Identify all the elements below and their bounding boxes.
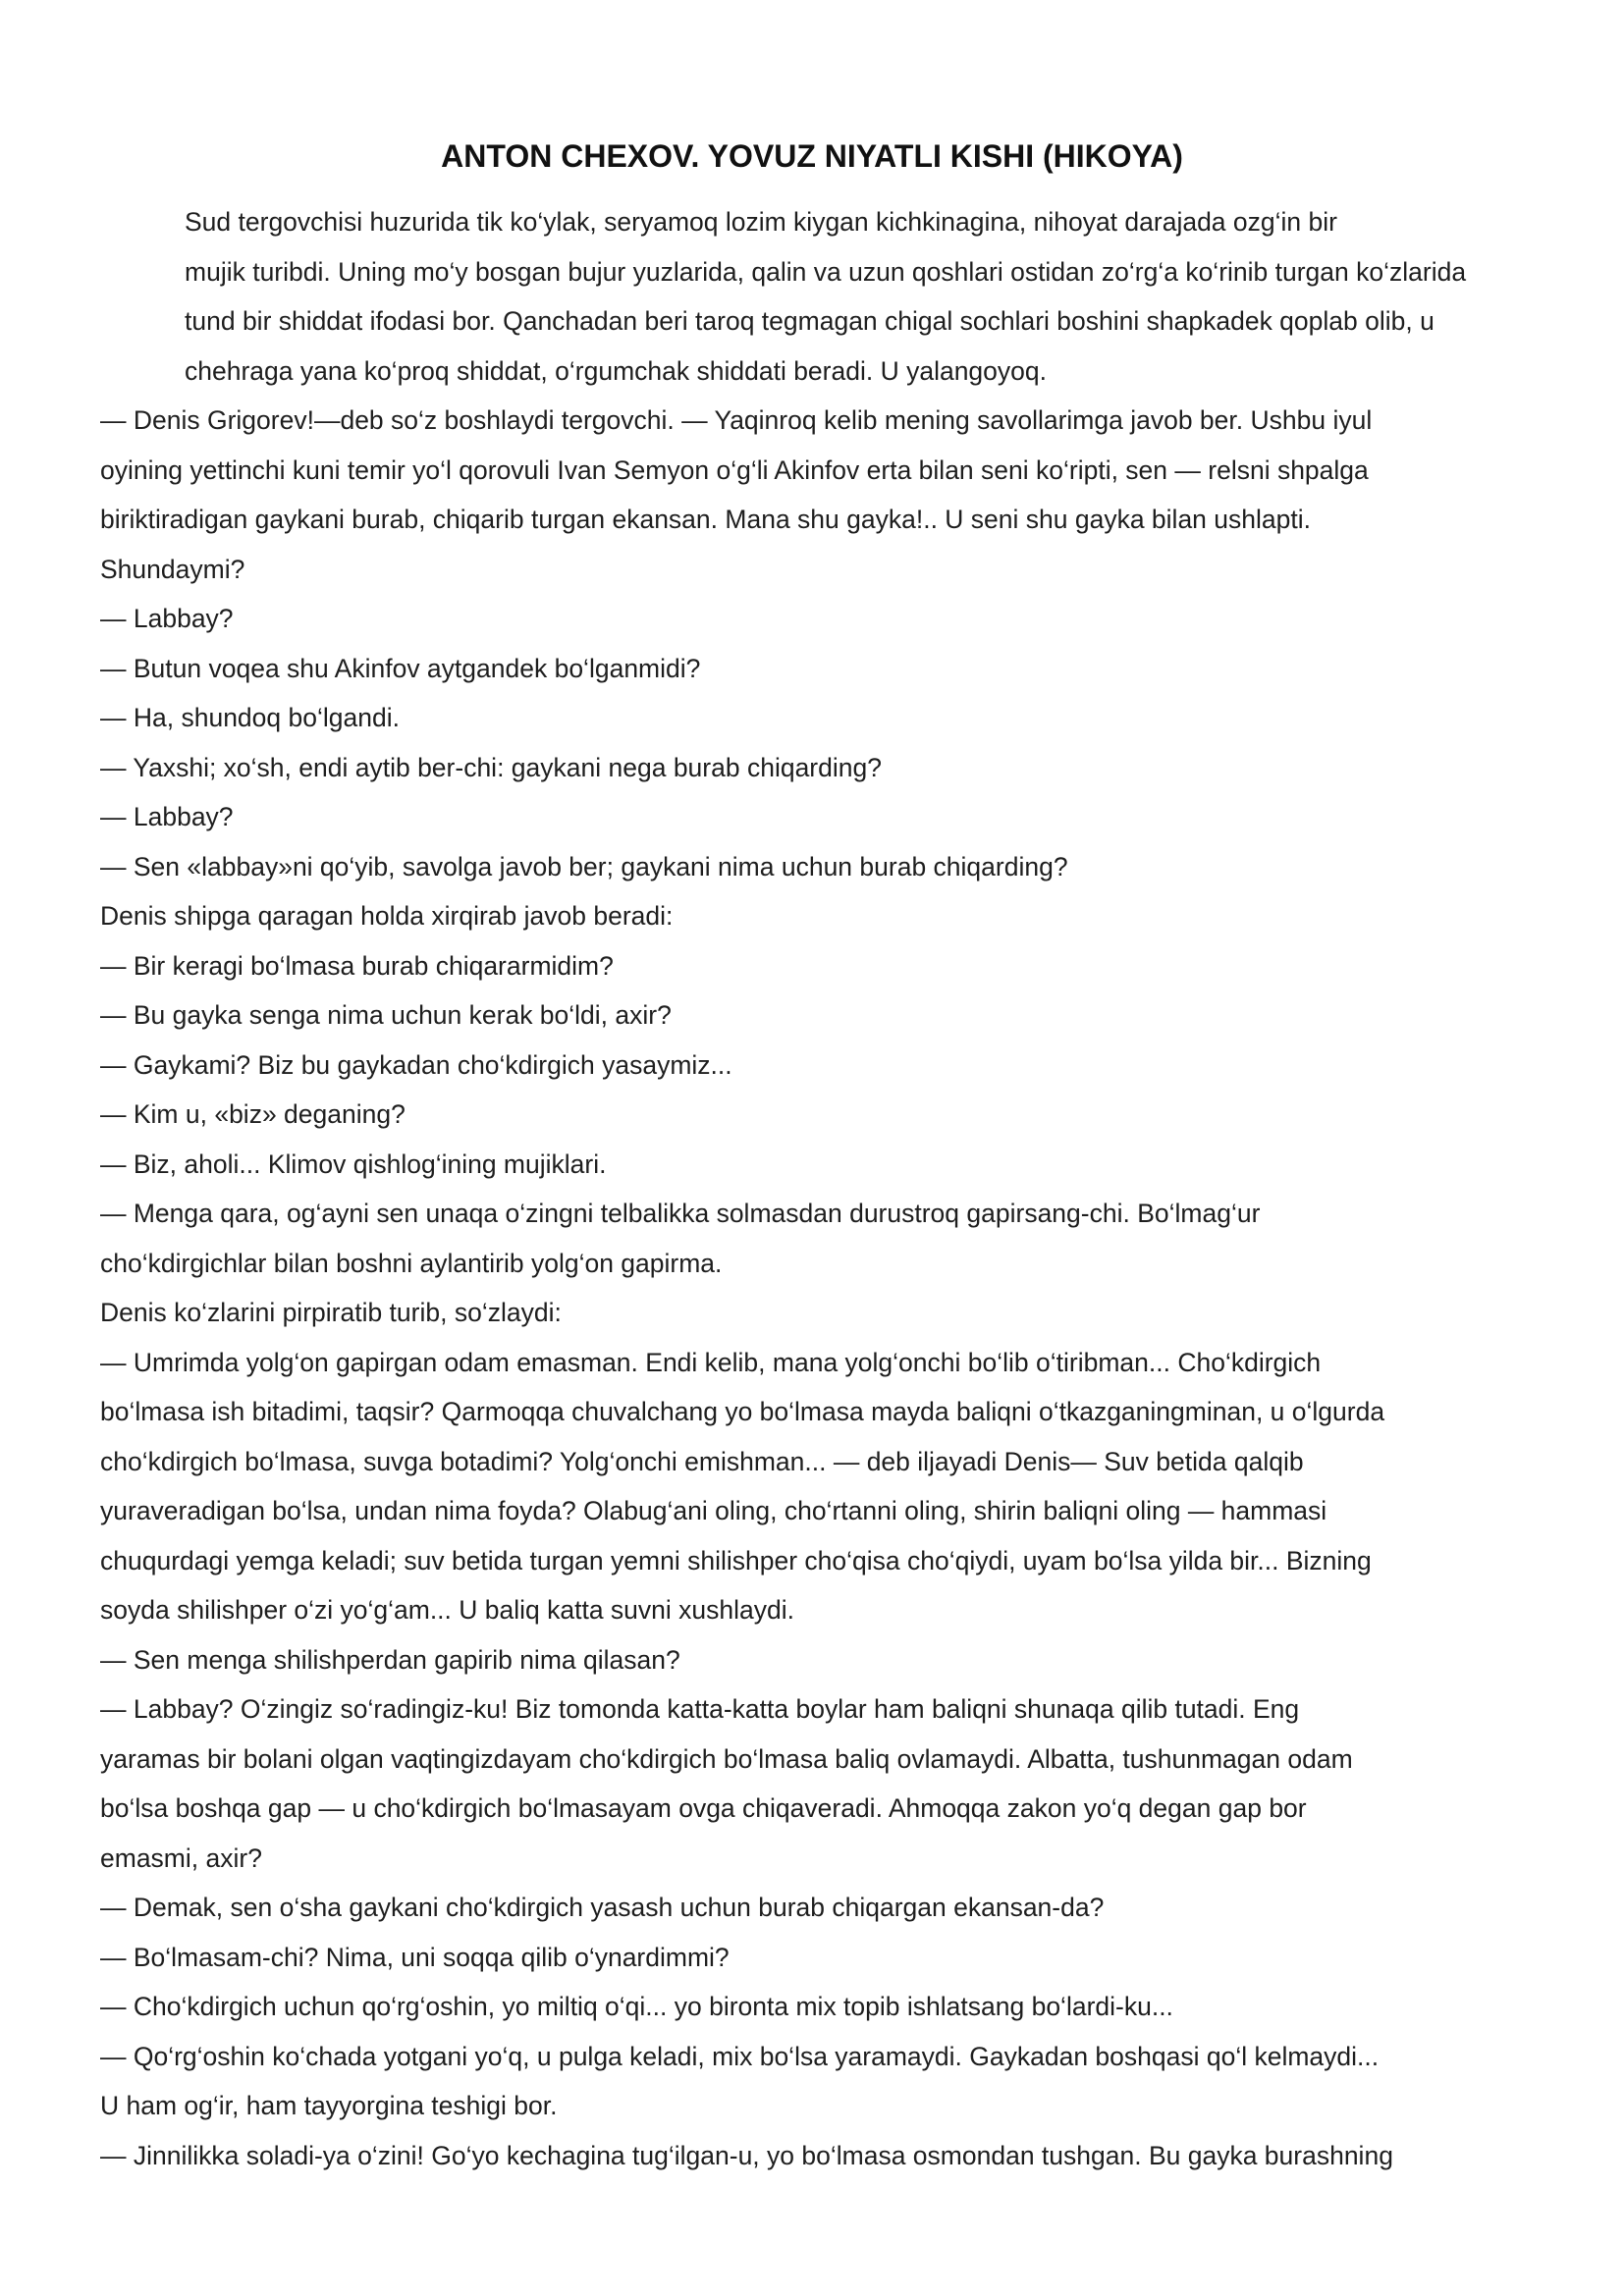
text-line: — Denis Grigorev!—deb so‘z boshlaydi tergovchi. — Yaqinroq kelib mening savollarimga javob ber. Ushbu iyul — [100, 405, 1373, 435]
paragraph — [100, 1933, 1534, 1983]
paragraph — [100, 743, 1534, 793]
text-line: — Biz, aholi... Klimov qishlog‘ining mujiklari. — [100, 1148, 607, 1179]
text-line: — Yaxshi; xo‘sh, endi aytib ber-chi: gaykani nega burab chiqarding? — [100, 752, 882, 782]
paragraph — [100, 1140, 1534, 1190]
paragraph — [100, 2032, 1534, 2131]
paragraph — [100, 396, 1534, 594]
text-line: cho‘kdirgichlar bilan boshni aylantirib yolg‘on gapirma. — [100, 1248, 723, 1278]
paragraph — [100, 1338, 1534, 1635]
paragraph — [100, 941, 1534, 991]
paragraph — [100, 891, 1534, 941]
text-line: — Labbay? O‘zingiz so‘radingiz-ku! Biz tomonda katta-katta boylar ham baliqni shunaqa qilib tutadi. Eng — [100, 1694, 1300, 1724]
text-line: — Butun voqea shu Akinfov aytgandek bo‘lganmidi? — [100, 653, 701, 683]
text-line: — Kim u, «biz» deganing? — [100, 1099, 406, 1129]
text-line: — Gaykami? Biz bu gaykadan cho‘kdirgich yasaymiz... — [100, 1049, 732, 1080]
text-line: emasmi, axir? — [100, 1842, 262, 1873]
text-line: — Umrimda yolg‘on gapirgan odam emasman. Endi kelib, mana yolg‘onchi bo‘lib o‘tiribman... Cho‘kdirgich — [100, 1347, 1322, 1377]
text-line: soyda shilishper o‘zi yo‘g‘am... U baliq katta suvni xushlaydi. — [100, 1595, 794, 1625]
text-line: Sud tergovchisi huzurida tik ko‘ylak, seryamoq lozim kiygan kichkinagina, nihoyat darajada ozg‘in bir — [185, 207, 1337, 237]
paragraph — [100, 990, 1534, 1041]
story-body — [100, 197, 1534, 2180]
text-line: U ham og‘ir, ham tayyorgina teshigi bor. — [100, 2091, 558, 2120]
paragraph — [100, 1982, 1534, 2032]
paragraph — [100, 792, 1534, 842]
text-line: — Sen «labbay»ni qo‘yib, savolga javob ber; gaykani nima uchun burab chiqarding? — [100, 851, 1068, 881]
text-line: — Bir keragi bo‘lmasa burab chiqararmidim? — [100, 950, 614, 981]
paragraph — [100, 842, 1534, 892]
text-line: chuqurdagi yemga keladi; suv betida turgan yemni shilishper cho‘qisa cho‘qiydi, uyam bo‘lsa yilda bir... Bizning — [100, 1545, 1372, 1575]
text-line: Shundaymi? — [100, 554, 245, 584]
paragraph — [100, 1288, 1534, 1338]
paragraph — [100, 594, 1534, 644]
text-line: — Bo‘lmasam-chi? Nima, uni soqqa qilib o‘ynardimmi? — [100, 1942, 730, 1972]
text-line: — Ha, shundoq bo‘lgandi. — [100, 703, 400, 732]
text-line: — Jinnilikka soladi-ya o‘zini! Go‘yo kechagina tug‘ilgan-u, yo bo‘lmasa osmondan tushgan. Bu gayka burashning — [100, 2140, 1393, 2170]
text-line: — Labbay? — [100, 802, 234, 831]
text-line: — Labbay? — [100, 604, 234, 633]
text-line: — Sen menga shilishperdan gapirib nima qilasan? — [100, 1644, 680, 1675]
page-title: ANTON CHEXOV. YOVUZ NIYATLI KISHI (HIKOYA) — [441, 138, 1183, 174]
text-line: bo‘lmasa ish bitadimi, taqsir? Qarmoqqa chuvalchang yo bo‘lmasa mayda baliqni o‘tkazganingminan, u o‘lgurda — [100, 1397, 1385, 1426]
paragraph — [100, 644, 1534, 694]
text-line: yaramas bir bolani olgan vaqtingizdayam cho‘kdirgich bo‘lmasa baliq ovlamaydi. Albatta, tushunmagan odam — [100, 1743, 1353, 1774]
text-line: — Bu gayka senga nima uchun kerak bo‘ldi, axir? — [100, 1000, 672, 1030]
text-line: Denis ko‘zlarini pirpiratib turib, so‘zlaydi: — [100, 1298, 562, 1327]
text-line: oyining yettinchi kuni temir yo‘l qorovuli Ivan Semyon o‘g‘li Akinfov erta bilan seni ko‘ripti, sen — relsni shpalga — [100, 454, 1369, 485]
paragraph — [100, 693, 1534, 743]
paragraph — [100, 1635, 1534, 1685]
text-line: tund bir shiddat ifodasi bor. Qanchadan beri taroq tegmagan chigal sochlari boshini shapkadek qoplab olib, u — [185, 306, 1435, 336]
text-line: chehraga yana ko‘proq shiddat, o‘rgumchak shiddati beradi. U yalangoyoq. — [185, 355, 1047, 386]
text-line: mujik turibdi. Uning mo‘y bosgan bujur yuzlarida, qalin va uzun qoshlari ostidan zo‘rg‘a ko‘rinib turgan ko‘zlarida — [185, 256, 1467, 287]
paragraph — [100, 2131, 1534, 2181]
text-line: Denis shipga qaragan holda xirqirab javob beradi: — [100, 901, 674, 931]
text-line: bo‘lsa boshqa gap — u cho‘kdirgich bo‘lmasayam ovga chiqaveradi. Ahmoqqa zakon yo‘q degan gap bor — [100, 1793, 1307, 1823]
paragraph — [100, 1883, 1534, 1933]
text-line: biriktiradigan gaykani burab, chiqarib turgan ekansan. Mana shu gayka!.. U seni shu gayka bilan ushlapti. — [100, 505, 1311, 534]
paragraph — [100, 1684, 1534, 1883]
paragraph — [100, 1189, 1534, 1288]
paragraph — [100, 197, 1534, 396]
text-line: cho‘kdirgich bo‘lmasa, suvga botadimi? Yolg‘onchi emishman... — deb iljayadi Denis— Suv betida qalqib — [100, 1446, 1304, 1476]
paragraph — [100, 1041, 1534, 1091]
text-line: yuraveradigan bo‘lsa, undan nima foyda? Olabug‘ani oling, cho‘rtanni oling, shirin baliqni oling — hammasi — [100, 1496, 1327, 1525]
text-line: — Menga qara, og‘ayni sen unaqa o‘zingni telbalikka solmasdan durustroq gapirsang-chi. Bo‘lmag‘ur — [100, 1199, 1261, 1228]
paragraph — [100, 1090, 1534, 1140]
text-line: — Qo‘rg‘oshin ko‘chada yotgani yo‘q, u pulga keladi, mix bo‘lsa yaramaydi. Gaykadan boshqasi qo‘l kelmaydi... — [100, 2041, 1380, 2071]
text-line: — Cho‘kdirgich uchun qo‘rg‘oshin, yo miltiq o‘qi... yo bironta mix topib ishlatsang bo‘lardi-ku... — [100, 1992, 1173, 2021]
text-line: — Demak, sen o‘sha gaykani cho‘kdirgich yasash uchun burab chiqargan ekansan-da? — [100, 1893, 1105, 1922]
